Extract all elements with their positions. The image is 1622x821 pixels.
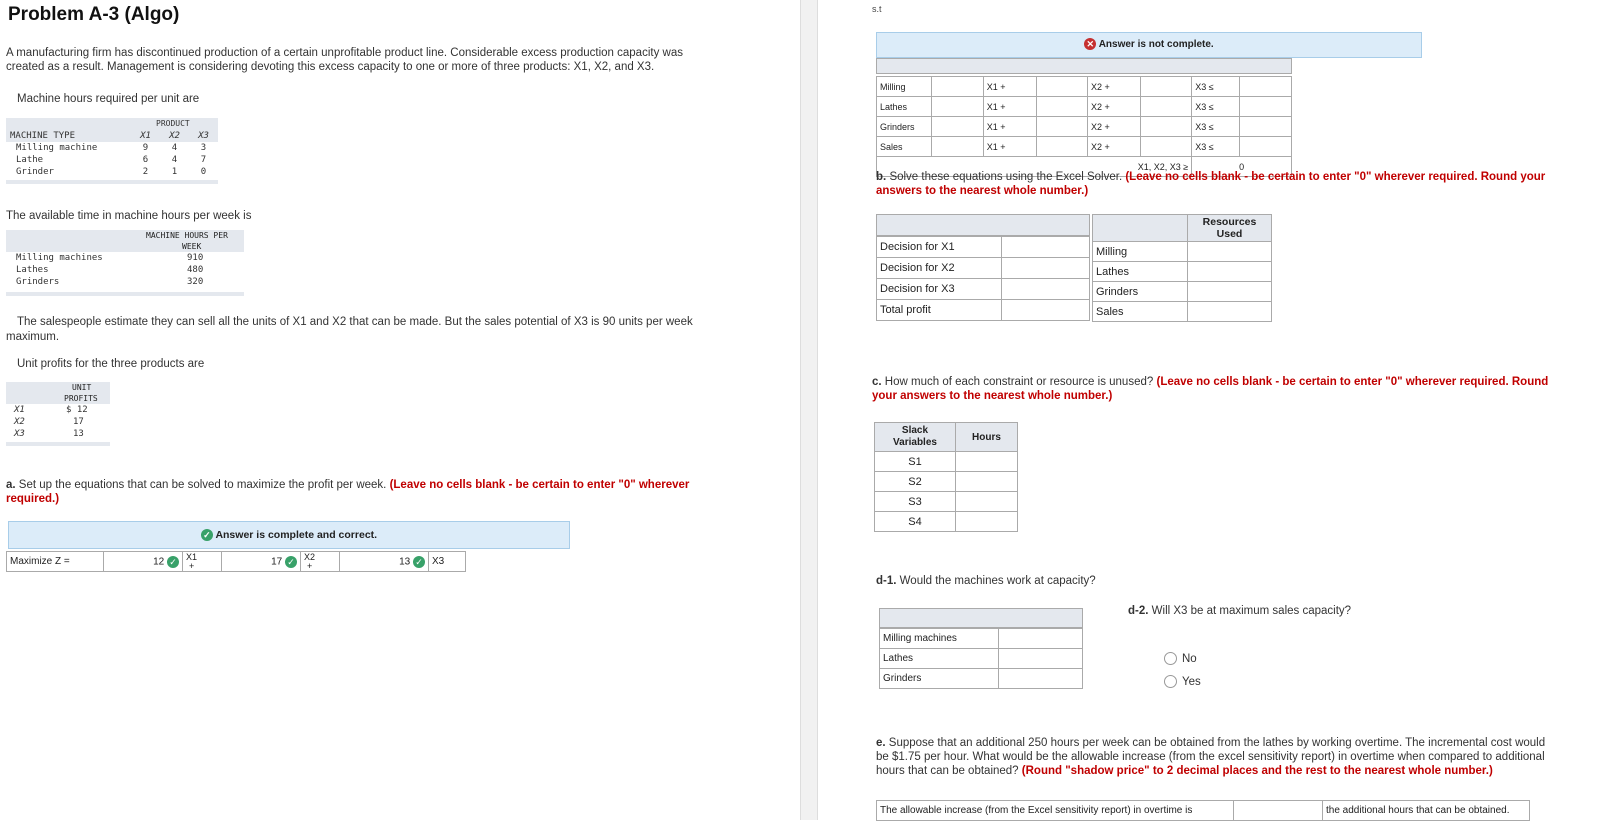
question-b-note: answers to the nearest whole number.) xyxy=(876,185,1089,197)
sales-paragraph: The salespeople estimate they can sell all the units of X1 and X2 that can be made. But the sales potential of X3 is 90 units per week xyxy=(17,316,693,328)
question-c: c. How much of each constraint or resource is unused? (Leave no cells blank - be certain to enter "0" wherever required. Round xyxy=(872,376,1549,388)
table-row: Decision for X2 xyxy=(877,258,1090,279)
table-row: Decision for X3 xyxy=(877,279,1090,300)
table-row: S4 xyxy=(875,512,1018,532)
check-icon: ✓ xyxy=(201,529,213,541)
pane-divider xyxy=(800,0,818,820)
check-icon: ✓ xyxy=(167,556,179,568)
table-row: Lathes X1 + X2 + X3 ≤ xyxy=(877,97,1292,117)
question-a-note: required.) xyxy=(6,493,60,505)
table-row: Grinders xyxy=(1093,282,1272,302)
available-time-label: The available time in machine hours per week is xyxy=(6,210,252,222)
coef-x3-input[interactable]: 13 ✓ xyxy=(340,552,429,572)
table-row: S1 xyxy=(875,452,1018,472)
table-row: Grinders X1 + X2 + X3 ≤ xyxy=(877,117,1292,137)
objective-function-row: Maximize Z = 12 ✓ X1 + 17 ✓ X2 + 13 ✓ X3 xyxy=(6,551,466,572)
answer-incomplete-banner: ✕ Answer is not complete. xyxy=(876,32,1422,58)
table-row: S2 xyxy=(875,472,1018,492)
maximize-label: Maximize Z = xyxy=(7,552,104,572)
table-row: Sales X1 + X2 + X3 ≤ xyxy=(877,137,1292,157)
decision-x1-input[interactable] xyxy=(1002,237,1090,258)
table-row: Lathes xyxy=(880,649,1083,669)
coef-x1-input[interactable]: 12 ✓ xyxy=(104,552,183,572)
table-row: X3 13 xyxy=(14,429,84,439)
page-title: Problem A-3 (Algo) xyxy=(8,4,180,25)
question-b: b. Solve these equations using the Excel Solver. (Leave no cells blank - be certain to enter "0" wherever required. Round your xyxy=(876,171,1546,183)
question-d1: d-1. Would the machines work at capacity? xyxy=(876,575,1096,587)
x-icon: ✕ xyxy=(1084,38,1096,50)
table-row: Milling machines 910 xyxy=(16,253,204,263)
total-profit-input[interactable] xyxy=(1002,300,1090,321)
table-row: Sales xyxy=(1093,302,1272,322)
answer-correct-banner: ✓ Answer is complete and correct. xyxy=(8,521,570,549)
capacity-table xyxy=(879,628,1083,689)
option-no[interactable]: No xyxy=(1164,652,1197,666)
option-yes[interactable]: Yes xyxy=(1164,675,1201,689)
table-row: Milling machine 9 4 3 xyxy=(16,143,207,153)
st-label: s.t xyxy=(872,4,882,14)
machine-hours-label: Machine hours required per unit are xyxy=(17,93,200,105)
sales-paragraph-end: maximum. xyxy=(6,331,60,343)
decision-x2-input[interactable] xyxy=(1002,258,1090,279)
table-row: Milling machines xyxy=(880,629,1083,649)
table-row: Lathes xyxy=(1093,262,1272,282)
coef-x2-input[interactable]: 17 ✓ xyxy=(222,552,301,572)
table-row: Grinders 320 xyxy=(16,277,204,287)
table-row: X1, X2, X3 ≥ 0 xyxy=(877,157,1292,177)
decision-x3-input[interactable] xyxy=(1002,279,1090,300)
table-row: Lathe 6 4 7 xyxy=(16,155,207,165)
table-row: Decision for X1 xyxy=(877,237,1090,258)
slack-table: Slack Variables Hours S1 S2 S3 S4 xyxy=(874,422,1018,532)
radio-icon[interactable] xyxy=(1164,675,1177,688)
table-row: S3 xyxy=(875,492,1018,512)
question-d2: d-2. Will X3 be at maximum sales capacity? xyxy=(1128,605,1352,617)
machine-hours-table: PRODUCT MACHINE TYPE X1 X2 X3 Milling machine 9 4 3 Lathe 6 4 7 Grinder 2 1 0 xyxy=(6,118,218,184)
table-row: X2 17 xyxy=(14,417,84,427)
table-row: Milling X1 + X2 + X3 ≤ xyxy=(877,77,1292,97)
check-icon: ✓ xyxy=(285,556,297,568)
question-c-note: your answers to the nearest whole number.) xyxy=(872,390,1113,402)
unit-profits-label: Unit profits for the three products are xyxy=(17,358,205,370)
available-hours-table: MACHINE HOURS PER WEEK Milling machines 910 Lathes 480 Grinders 320 xyxy=(6,230,244,296)
allowable-increase-input[interactable] xyxy=(1234,801,1323,821)
constraints-header xyxy=(876,58,1292,74)
table-row: X1 $ 12 xyxy=(14,405,88,415)
decision-table xyxy=(876,236,1090,321)
decision-header xyxy=(876,214,1090,236)
table-row: Lathes 480 xyxy=(16,265,204,275)
machines-header xyxy=(879,608,1083,628)
table-row: Milling xyxy=(1093,242,1272,262)
radio-icon[interactable] xyxy=(1164,652,1177,665)
constraints-table xyxy=(876,76,1292,177)
table-row: Grinder 2 1 0 xyxy=(16,167,207,177)
intro-paragraph: A manufacturing firm has discontinued production of a certain unprofitable product line. Considerable excess production capacity was created as a result. Management is considering devoting this excess capacity to one or more of three products: X1, X2, and X3. xyxy=(6,47,683,73)
unit-profits-table: UNIT PROFITS X1 $ 12 X2 17 X3 13 xyxy=(6,382,110,446)
question-e: e. Suppose that an additional 250 hours per week can be obtained from the lathes by working overtime. The incremental cost would be $1.75 per hour. What would be the allowable increase (from the excel sensitivity report) in overtime when compared to additional hours that can be obtained? (Round "shadow price" to 2 decimal places and the rest to the nearest whole number.) xyxy=(876,737,1546,777)
allowable-increase-row: The allowable increase (from the Excel sensitivity report) in overtime is the additional hours that can be obtained. xyxy=(876,800,1530,821)
question-a: a. Set up the equations that can be solved to maximize the profit per week. (Leave no cells blank - be certain to enter "0" wherever xyxy=(6,479,690,491)
table-row: Grinders xyxy=(880,669,1083,689)
table-row: Total profit xyxy=(877,300,1090,321)
resources-table: Resources Used Milling Lathes Grinders Sales xyxy=(1092,214,1272,322)
check-icon: ✓ xyxy=(413,556,425,568)
